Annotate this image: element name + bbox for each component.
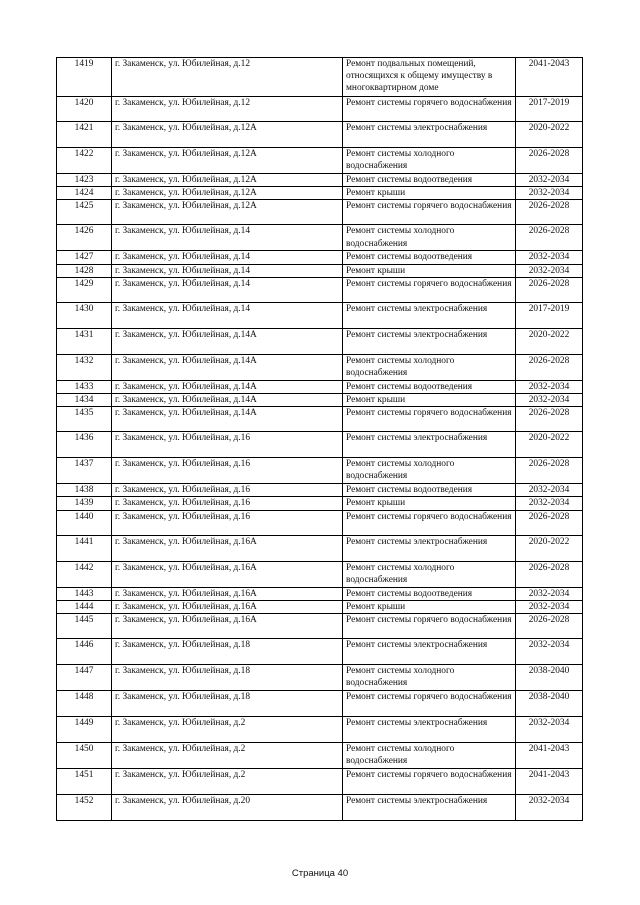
- table-row: [57, 58, 583, 97]
- row-number: 1448: [57, 691, 112, 717]
- row-period: 2032-2034: [516, 600, 583, 613]
- row-address: г. Закаменск, ул. Юбилейная, д.16: [112, 510, 343, 535]
- row-number: 1429: [57, 277, 112, 302]
- row-period: 2026-2028: [516, 277, 583, 302]
- row-address: г. Закаменск, ул. Юбилейная, д.12А: [112, 187, 343, 200]
- row-period: 2032-2034: [516, 380, 583, 393]
- row-address: г. Закаменск, ул. Юбилейная, д.14: [112, 251, 343, 264]
- row-address: г. Закаменск, ул. Юбилейная, д.16А: [112, 561, 343, 587]
- table-row: [57, 458, 583, 484]
- row-address: г. Закаменск, ул. Юбилейная, д.14А: [112, 380, 343, 393]
- row-period: 2026-2028: [516, 354, 583, 380]
- row-address: г. Закаменск, ул. Юбилейная, д.18: [112, 665, 343, 691]
- row-address: г. Закаменск, ул. Юбилейная, д.2: [112, 743, 343, 769]
- row-period: 2026-2028: [516, 225, 583, 251]
- row-number: 1419: [57, 58, 112, 97]
- table-row: [57, 380, 583, 393]
- table-row: [57, 302, 583, 328]
- table-row: [57, 510, 583, 535]
- row-work-type: Ремонт системы холодного водоснабжения: [343, 354, 516, 380]
- row-work-type: Ремонт системы водоотведения: [343, 174, 516, 187]
- row-number: 1443: [57, 587, 112, 600]
- row-address: г. Закаменск, ул. Юбилейная, д.20: [112, 795, 343, 821]
- row-address: г. Закаменск, ул. Юбилейная, д.12А: [112, 174, 343, 187]
- row-work-type: Ремонт системы горячего водоснабжения: [343, 407, 516, 432]
- row-address: г. Закаменск, ул. Юбилейная, д.12: [112, 97, 343, 122]
- row-period: 2032-2034: [516, 251, 583, 264]
- row-number: 1420: [57, 97, 112, 122]
- row-work-type: Ремонт системы горячего водоснабжения: [343, 769, 516, 795]
- row-work-type: Ремонт системы холодного водоснабжения: [343, 743, 516, 769]
- table-row: [57, 561, 583, 587]
- row-number: 1425: [57, 200, 112, 225]
- row-address: г. Закаменск, ул. Юбилейная, д.18: [112, 639, 343, 665]
- row-number: 1433: [57, 380, 112, 393]
- row-address: г. Закаменск, ул. Юбилейная, д.16А: [112, 587, 343, 600]
- row-number: 1445: [57, 614, 112, 639]
- row-work-type: Ремонт системы горячего водоснабжения: [343, 691, 516, 717]
- table-row: [57, 394, 583, 407]
- table-row: [57, 639, 583, 665]
- table-row: [57, 432, 583, 458]
- row-period: 2026-2028: [516, 200, 583, 225]
- row-number: 1430: [57, 302, 112, 328]
- table-body: [57, 58, 583, 821]
- table-row: [57, 277, 583, 302]
- row-period: 2026-2028: [516, 561, 583, 587]
- row-period: 2026-2028: [516, 510, 583, 535]
- row-work-type: Ремонт системы горячего водоснабжения: [343, 510, 516, 535]
- row-period: 2038-2040: [516, 665, 583, 691]
- row-number: 1441: [57, 535, 112, 561]
- row-address: г. Закаменск, ул. Юбилейная, д.16А: [112, 600, 343, 613]
- row-address: г. Закаменск, ул. Юбилейная, д.14А: [112, 407, 343, 432]
- row-period: 2026-2028: [516, 407, 583, 432]
- row-work-type: Ремонт крыши: [343, 187, 516, 200]
- row-address: г. Закаменск, ул. Юбилейная, д.18: [112, 691, 343, 717]
- row-period: 2041-2043: [516, 769, 583, 795]
- row-address: г. Закаменск, ул. Юбилейная, д.16: [112, 458, 343, 484]
- row-number: 1436: [57, 432, 112, 458]
- row-number: 1422: [57, 148, 112, 174]
- row-work-type: Ремонт системы холодного водоснабжения: [343, 458, 516, 484]
- row-period: 2020-2022: [516, 122, 583, 148]
- row-address: г. Закаменск, ул. Юбилейная, д.12А: [112, 148, 343, 174]
- row-number: 1444: [57, 600, 112, 613]
- row-period: 2020-2022: [516, 432, 583, 458]
- row-address: г. Закаменск, ул. Юбилейная, д.14А: [112, 328, 343, 354]
- table-row: [57, 97, 583, 122]
- row-work-type: Ремонт подвальных помещений, относящихся к общему имуществу в многоквартирном доме: [343, 58, 516, 97]
- row-work-type: Ремонт системы электроснабжения: [343, 535, 516, 561]
- row-work-type: Ремонт системы холодного водоснабжения: [343, 561, 516, 587]
- repair-schedule-table: [56, 57, 583, 821]
- table-row: [57, 328, 583, 354]
- table-row: [57, 743, 583, 769]
- row-work-type: Ремонт системы холодного водоснабжения: [343, 665, 516, 691]
- row-address: г. Закаменск, ул. Юбилейная, д.14: [112, 264, 343, 277]
- row-period: 2020-2022: [516, 328, 583, 354]
- row-period: 2032-2034: [516, 264, 583, 277]
- row-work-type: Ремонт системы холодного водоснабжения: [343, 225, 516, 251]
- row-address: г. Закаменск, ул. Юбилейная, д.14: [112, 277, 343, 302]
- row-period: 2017-2019: [516, 302, 583, 328]
- table-row: [57, 795, 583, 821]
- row-period: 2032-2034: [516, 717, 583, 743]
- row-work-type: Ремонт крыши: [343, 497, 516, 510]
- row-number: 1437: [57, 458, 112, 484]
- row-address: г. Закаменск, ул. Юбилейная, д.16: [112, 432, 343, 458]
- row-number: 1439: [57, 497, 112, 510]
- row-period: 2026-2028: [516, 614, 583, 639]
- row-period: 2032-2034: [516, 497, 583, 510]
- row-work-type: Ремонт крыши: [343, 394, 516, 407]
- table-row: [57, 264, 583, 277]
- row-number: 1424: [57, 187, 112, 200]
- row-number: 1428: [57, 264, 112, 277]
- row-number: 1431: [57, 328, 112, 354]
- row-period: 2038-2040: [516, 691, 583, 717]
- table-row: [57, 174, 583, 187]
- row-period: 2026-2028: [516, 148, 583, 174]
- row-work-type: Ремонт системы горячего водоснабжения: [343, 200, 516, 225]
- row-number: 1449: [57, 717, 112, 743]
- row-address: г. Закаменск, ул. Юбилейная, д.16А: [112, 535, 343, 561]
- row-address: г. Закаменск, ул. Юбилейная, д.16А: [112, 614, 343, 639]
- table-row: [57, 407, 583, 432]
- row-work-type: Ремонт крыши: [343, 264, 516, 277]
- table-row: [57, 665, 583, 691]
- row-number: 1435: [57, 407, 112, 432]
- table-row: [57, 535, 583, 561]
- row-work-type: Ремонт системы водоотведения: [343, 587, 516, 600]
- row-work-type: Ремонт системы электроснабжения: [343, 432, 516, 458]
- table-row: [57, 354, 583, 380]
- row-period: 2032-2034: [516, 639, 583, 665]
- row-work-type: Ремонт системы горячего водоснабжения: [343, 277, 516, 302]
- row-number: 1452: [57, 795, 112, 821]
- row-number: 1427: [57, 251, 112, 264]
- table-row: [57, 497, 583, 510]
- row-work-type: Ремонт системы электроснабжения: [343, 302, 516, 328]
- row-number: 1447: [57, 665, 112, 691]
- row-address: г. Закаменск, ул. Юбилейная, д.16: [112, 484, 343, 497]
- table-row: [57, 200, 583, 225]
- row-number: 1438: [57, 484, 112, 497]
- row-address: г. Закаменск, ул. Юбилейная, д.12А: [112, 200, 343, 225]
- row-work-type: Ремонт системы электроснабжения: [343, 795, 516, 821]
- table-row: [57, 769, 583, 795]
- row-period: 2041-2043: [516, 743, 583, 769]
- row-address: г. Закаменск, ул. Юбилейная, д.2: [112, 769, 343, 795]
- row-period: 2026-2028: [516, 458, 583, 484]
- table-row: [57, 717, 583, 743]
- row-period: 2032-2034: [516, 187, 583, 200]
- row-work-type: Ремонт системы холодного водоснабжения: [343, 148, 516, 174]
- row-work-type: Ремонт системы горячего водоснабжения: [343, 97, 516, 122]
- row-number: 1446: [57, 639, 112, 665]
- table-row: [57, 691, 583, 717]
- row-work-type: Ремонт системы электроснабжения: [343, 328, 516, 354]
- row-period: 2017-2019: [516, 97, 583, 122]
- row-period: 2020-2022: [516, 535, 583, 561]
- row-work-type: Ремонт системы водоотведения: [343, 380, 516, 393]
- row-work-type: Ремонт системы электроснабжения: [343, 639, 516, 665]
- row-address: г. Закаменск, ул. Юбилейная, д.12: [112, 58, 343, 97]
- row-work-type: Ремонт системы горячего водоснабжения: [343, 614, 516, 639]
- row-number: 1432: [57, 354, 112, 380]
- row-period: 2032-2034: [516, 795, 583, 821]
- table-row: [57, 614, 583, 639]
- row-period: 2032-2034: [516, 484, 583, 497]
- row-work-type: Ремонт крыши: [343, 600, 516, 613]
- row-number: 1450: [57, 743, 112, 769]
- row-address: г. Закаменск, ул. Юбилейная, д.14А: [112, 354, 343, 380]
- row-address: г. Закаменск, ул. Юбилейная, д.2: [112, 717, 343, 743]
- row-number: 1421: [57, 122, 112, 148]
- table-row: [57, 148, 583, 174]
- row-address: г. Закаменск, ул. Юбилейная, д.16: [112, 497, 343, 510]
- row-number: 1440: [57, 510, 112, 535]
- row-work-type: Ремонт системы электроснабжения: [343, 122, 516, 148]
- table-row: [57, 484, 583, 497]
- table-row: [57, 225, 583, 251]
- table-row: [57, 187, 583, 200]
- row-address: г. Закаменск, ул. Юбилейная, д.14: [112, 302, 343, 328]
- table-row: [57, 251, 583, 264]
- row-period: 2032-2034: [516, 587, 583, 600]
- row-address: г. Закаменск, ул. Юбилейная, д.14: [112, 225, 343, 251]
- row-number: 1426: [57, 225, 112, 251]
- row-work-type: Ремонт системы водоотведения: [343, 484, 516, 497]
- row-number: 1423: [57, 174, 112, 187]
- row-number: 1434: [57, 394, 112, 407]
- table-row: [57, 587, 583, 600]
- row-period: 2041-2043: [516, 58, 583, 97]
- row-number: 1442: [57, 561, 112, 587]
- row-address: г. Закаменск, ул. Юбилейная, д.14А: [112, 394, 343, 407]
- row-work-type: Ремонт системы водоотведения: [343, 251, 516, 264]
- row-period: 2032-2034: [516, 174, 583, 187]
- row-address: г. Закаменск, ул. Юбилейная, д.12А: [112, 122, 343, 148]
- page-number: Страница 40: [291, 868, 349, 879]
- row-work-type: Ремонт системы электроснабжения: [343, 717, 516, 743]
- table-row: [57, 600, 583, 613]
- table-row: [57, 122, 583, 148]
- row-number: 1451: [57, 769, 112, 795]
- row-period: 2032-2034: [516, 394, 583, 407]
